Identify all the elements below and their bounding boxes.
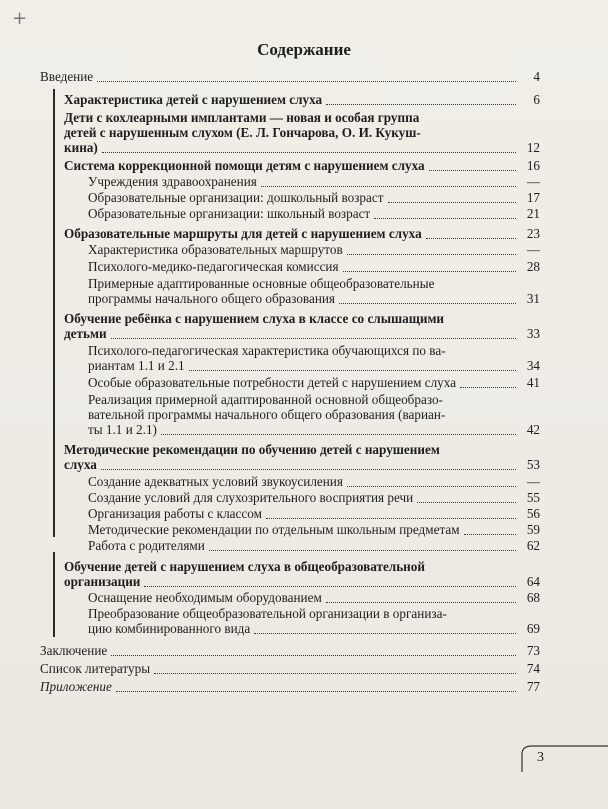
toc-entry-label: детьми: [64, 326, 107, 341]
page-title: Содержание: [257, 40, 351, 59]
toc-entry-label: Особые образовательные потребности детей с нарушением слуха: [88, 375, 457, 390]
dot-leader: [347, 486, 516, 487]
toc-entry-line: Дети с кохлеарными имплантами — новая и особая группа: [64, 110, 420, 125]
toc-entry-chapter[interactable]: [64, 140, 540, 156]
dot-leader: [102, 152, 516, 153]
dot-leader: [154, 673, 516, 674]
toc-entry-subsection[interactable]: [88, 506, 540, 522]
toc-entry-subsection[interactable]: [88, 375, 540, 391]
toc-entry-subsection[interactable]: [88, 474, 540, 490]
page-number: 3: [537, 750, 544, 765]
toc-entry-label: Работа с родителями: [88, 538, 205, 553]
toc-entry-references[interactable]: [40, 661, 540, 677]
toc-entry-subsection[interactable]: [88, 190, 540, 206]
dot-leader: [388, 202, 517, 203]
toc-page-number: 6: [533, 92, 540, 107]
toc-entry-line: Преобразование общеобразовательной организации в организа-: [88, 606, 447, 621]
toc-page-number: 28: [526, 259, 540, 274]
dot-leader: [97, 81, 516, 82]
dot-leader: [339, 303, 516, 304]
toc-entry-label: программы начального общего образования: [88, 291, 335, 306]
section-rule: [53, 552, 55, 637]
toc-entry-label: Создание адекватных условий звукоусиления: [88, 474, 343, 489]
toc-page-number: 21: [526, 206, 540, 221]
toc-page-number: —: [526, 474, 540, 489]
toc-entry-line: Психолого-педагогическая характеристика обучающихся по ва-: [88, 343, 446, 358]
toc-entry-conclusion[interactable]: [40, 643, 540, 659]
toc-entry-label: Приложение: [40, 679, 112, 694]
toc-page-number: 64: [526, 574, 540, 589]
toc-entry-label: кина): [64, 140, 98, 155]
toc-entry-chapter[interactable]: [64, 226, 540, 242]
toc-page-number: 33: [526, 326, 540, 341]
toc-entry-line: детей с нарушенным слухом (Е. Л. Гончарова, О. И. Кукуш-: [64, 125, 421, 140]
toc-entry-label: Создание условий для слухозрительного восприятия речи: [88, 490, 414, 505]
toc-entry-subsection[interactable]: [88, 538, 540, 554]
toc-entry-chapter[interactable]: [64, 92, 540, 108]
dot-leader: [374, 218, 516, 219]
toc-entry-line: Примерные адаптированные основные общеобразовательные: [88, 276, 435, 291]
toc-entry-line: вательной программы начального общего образования (вариан-: [88, 407, 446, 422]
toc-entry-label: Список литературы: [40, 661, 151, 676]
toc-entry-subsection[interactable]: [88, 522, 540, 538]
toc-page-number: 77: [526, 679, 540, 694]
toc-entry-label: Характеристика детей с нарушением слуха: [64, 92, 323, 107]
dot-leader: [266, 518, 516, 519]
toc-page-number: 12: [526, 140, 540, 155]
toc-entry-label: организации: [64, 574, 141, 589]
toc-entry-chapter[interactable]: [64, 574, 540, 590]
toc-entry-line: Методические рекомендации по обучению детей с нарушением: [64, 442, 440, 457]
toc-entry-appendix[interactable]: [40, 679, 540, 695]
toc-entry-chapter[interactable]: [64, 158, 540, 174]
toc-entry-subsection[interactable]: [88, 174, 540, 190]
toc-entry-subsection[interactable]: [88, 291, 540, 307]
toc-entry-label: Характеристика образовательных маршрутов: [88, 242, 343, 257]
registration-mark: +: [12, 8, 28, 29]
dot-leader: [347, 254, 516, 255]
dot-leader: [429, 170, 516, 171]
dot-leader: [101, 469, 516, 470]
dot-leader: [343, 271, 516, 272]
toc-entry-label: Образовательные маршруты для детей с нарушением слуха: [64, 226, 422, 241]
toc-entry-subsection[interactable]: [88, 422, 540, 438]
toc-entry-subsection[interactable]: [88, 621, 540, 637]
toc-page-number: 56: [526, 506, 540, 521]
dot-leader: [261, 186, 516, 187]
toc-entry-subsection[interactable]: [88, 590, 540, 606]
toc-entry-label: Организация работы с классом: [88, 506, 262, 521]
toc-page-number: 16: [526, 158, 540, 173]
toc-entry-label: цию комбинированного вида: [88, 621, 251, 636]
toc-entry-label: Введение: [40, 69, 94, 84]
toc-page-number: 17: [526, 190, 540, 205]
toc-entry-introduction[interactable]: [40, 69, 540, 85]
toc-entry-label: ты 1.1 и 2.1): [88, 422, 157, 437]
toc-entry-label: Оснащение необходимым оборудованием: [88, 590, 322, 605]
toc-entry-label: слуха: [64, 457, 97, 472]
dot-leader: [326, 602, 516, 603]
toc-entry-subsection[interactable]: [88, 242, 540, 258]
toc-page-number: —: [526, 174, 540, 189]
dot-leader: [326, 104, 516, 105]
toc-page-number: 73: [526, 643, 540, 658]
toc-page-number: 68: [526, 590, 540, 605]
toc-page-number: 55: [526, 490, 540, 505]
footer-ornament: [520, 744, 608, 774]
dot-leader: [111, 655, 516, 656]
toc-entry-subsection[interactable]: [88, 358, 540, 374]
toc-page-number: 42: [526, 422, 540, 437]
dot-leader: [464, 534, 516, 535]
toc-entry-chapter[interactable]: [64, 326, 540, 342]
dot-leader: [460, 387, 516, 388]
toc-entry-label: Учреждения здравоохранения: [88, 174, 257, 189]
dot-leader: [417, 502, 516, 503]
toc-entry-line: Реализация примерной адаптированной основной общеобразо-: [88, 392, 443, 407]
dot-leader: [144, 586, 516, 587]
toc-entry-label: Система коррекционной помощи детям с нарушением слуха: [64, 158, 425, 173]
toc-entry-label: Образовательные организации: школьный возраст: [88, 206, 371, 221]
toc-entry-subsection[interactable]: [88, 206, 540, 222]
toc-entry-label: Психолого-медико-педагогическая комиссия: [88, 259, 339, 274]
toc-entry-subsection[interactable]: [88, 259, 540, 275]
toc-page-number: 41: [526, 375, 540, 390]
toc-entry-subsection[interactable]: [88, 490, 540, 506]
toc-page-number: 4: [533, 69, 540, 84]
toc-page-number: 69: [526, 621, 540, 636]
toc-entry-label: Методические рекомендации по отдельным школьным предметам: [88, 522, 460, 537]
dot-leader: [254, 633, 516, 634]
toc-entry-label: Образовательные организации: дошкольный возраст: [88, 190, 384, 205]
toc-page-number: —: [526, 242, 540, 257]
toc-page-number: 53: [526, 457, 540, 472]
toc-page-number: 59: [526, 522, 540, 537]
toc-page-number: 23: [526, 226, 540, 241]
toc-entry-line: Обучение ребёнка с нарушением слуха в классе со слышащими: [64, 311, 445, 326]
toc-entry-label: Заключение: [40, 643, 108, 658]
toc-page-number: 31: [526, 291, 540, 306]
section-rule: [53, 89, 55, 537]
dot-leader: [111, 338, 516, 339]
dot-leader: [426, 238, 516, 239]
dot-leader: [116, 691, 516, 692]
toc-entry-chapter[interactable]: [64, 457, 540, 473]
toc-page-number: 74: [526, 661, 540, 676]
dot-leader: [209, 550, 516, 551]
toc-entry-line: Обучение детей с нарушением слуха в общеобразовательной: [64, 559, 425, 574]
toc-page-number: 62: [526, 538, 540, 553]
toc-page-number: 34: [526, 358, 540, 373]
dot-leader: [161, 434, 516, 435]
dot-leader: [189, 370, 516, 371]
toc-entry-label: риантам 1.1 и 2.1: [88, 358, 185, 373]
